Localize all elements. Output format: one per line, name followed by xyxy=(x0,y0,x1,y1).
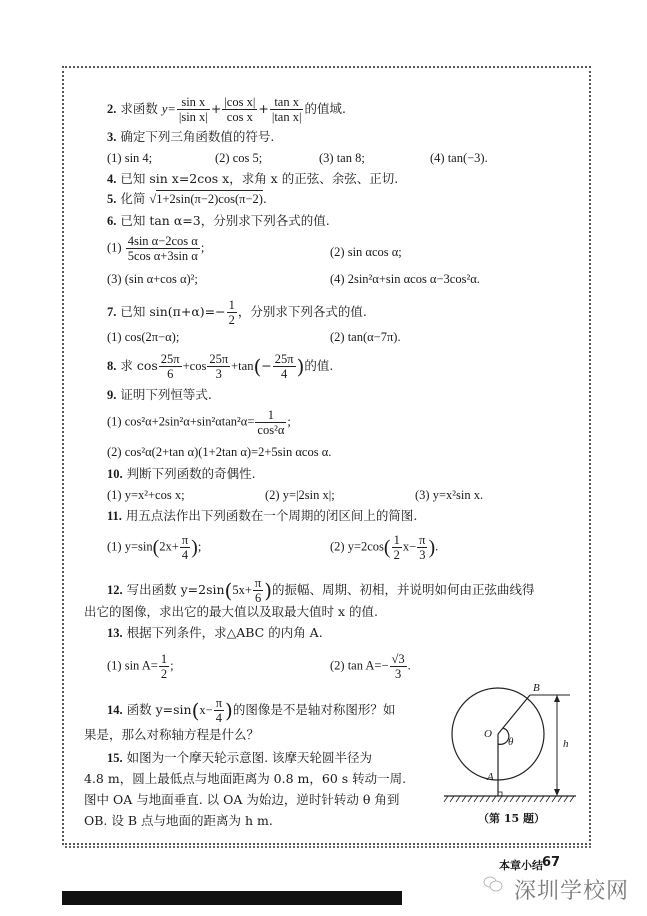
problem-7: 7. 已知 sin(π+α)=− $\frac{1}{2}$ ，分别求下列各式的值. xyxy=(107,298,367,327)
label-o: O xyxy=(484,728,492,740)
problem-10: 10. 判断下列函数的奇偶性. xyxy=(107,466,256,481)
figure-caption: （第 15 题） xyxy=(478,812,545,825)
problem-9-item-1: (1) cos²α+2sin²α+sin²αtan²α= $\frac{1}{\text{cos²α}}$ ; xyxy=(107,408,291,437)
problem-15-line-3: 图中 OA 与地面垂直. 以 OA 为始边，逆时针转动 θ 角到 xyxy=(84,792,400,807)
problem-11-item-2: (2) y=2cos( $\frac{1}{2}$ x− $\frac{\pi}{3}$ ). xyxy=(330,533,439,562)
label-theta: θ xyxy=(508,736,514,748)
problem-9: 9. 证明下列恒等式. xyxy=(107,387,212,402)
label-b: B xyxy=(533,682,540,694)
fraction: $\frac{\text{sin x}}{\text{|sin x|}}$ xyxy=(178,95,208,124)
problem-13-item-1: (1) sin A= $\frac{1}{2}$ ; xyxy=(107,652,174,681)
problem-3: 3. 确定下列三角函数值的符号. xyxy=(107,129,275,144)
problem-14: 14. 函数 y=sin(x− $\frac{\pi}{4}$ )的图像是不是轴对称图形？如 xyxy=(107,696,396,725)
problem-14-cont: 果是，那么对称轴方程是什么？ xyxy=(84,727,260,742)
problem-12-cont: 出它的图像，求出它的最大值以及取最大值时 x 的值. xyxy=(84,604,378,619)
problem-15: 15. 如图为一个摩天轮示意图. 该摩天轮圆半径为 xyxy=(107,750,373,765)
problem-4: 4. 已知 sin x=2cos x，求角 x 的正弦、余弦、正切. xyxy=(107,171,399,186)
problem-13: 13. 根据下列条件，求△ABC 的内角 A. xyxy=(107,625,323,640)
problem-6-item-4: (4) 2sin²α+sin αcos α−3cos²α. xyxy=(330,272,480,286)
problem-5: 5. 化简 √1+2sin(π−2)cos(π−2). xyxy=(107,191,267,206)
problem-6: 6. 已知 tan α=3，分别求下列各式的值. xyxy=(107,213,330,228)
problem-6-item-3: (3) (sin α+cos α)²; xyxy=(107,272,198,286)
watermark: 深圳学校网 xyxy=(514,879,630,904)
problem-2: 2. 求函数 y= $\frac{\text{sin x}}{\text{|sin x|}}$ + $\frac{\text{|cos x|}}{\text{cos x}}$ + $\frac{\text{tan x}}{\text{|tan x|}}$ 的值域. xyxy=(107,95,346,124)
problem-8: 8. 求 cos $\frac{25\pi}{6}$ +cos $\frac{25\pi}{3}$ +tan(− $\frac{25\pi}{4}$ )的值. xyxy=(107,352,334,381)
label-h: h xyxy=(563,738,569,750)
problem-7-item-1: (1) cos(2π−α); xyxy=(107,330,180,344)
section-title: 本章小结 xyxy=(499,859,543,872)
fraction: $\frac{\text{|cos x|}}{\text{cos x}}$ xyxy=(224,95,256,124)
chat-bubble-icon xyxy=(482,874,504,894)
problem-12: 12. 写出函数 y=2sin(5x+ $\frac{\pi}{6}$ )的振幅、周期、初相，并说明如何由正弦曲线得 xyxy=(107,576,535,605)
problem-11-item-1: (1) y=sin(2x+ $\frac{\pi}{4}$ ); xyxy=(107,533,202,562)
problem-11: 11. 用五点法作出下列函数在一个周期的闭区间上的简图. xyxy=(107,508,418,523)
problem-7-item-2: (2) tan(α−7π). xyxy=(330,330,401,344)
label-a: A xyxy=(487,771,494,783)
problem-15-line-2: 4.8 m，圆上最低点与地面距离为 0.8 m，60 s 转动一周. xyxy=(84,771,407,786)
fraction: $\frac{\text{tan x}}{\text{|tan x|}}$ xyxy=(271,95,302,124)
ferris-wheel-figure xyxy=(440,682,585,836)
problem-6-item-1: (1) $\frac{\text{4sin α−2cos α}}{\text{5cos α+3sin α}}$ ; xyxy=(107,234,205,263)
problem-6-item-2: (2) sin αcos α; xyxy=(330,245,402,259)
scan-edge-bar xyxy=(62,891,402,905)
page-number: 67 xyxy=(542,855,561,870)
problem-9-item-2: (2) cos²α(2+tan α)(1+2tan α)=2+5sin αcos α. xyxy=(107,445,332,459)
problem-13-item-2: (2) tan A=− $\frac{√3}{3}$ . xyxy=(330,652,411,681)
problem-15-line-4: OB. 设 B 点与地面的距离为 h m. xyxy=(84,813,273,828)
